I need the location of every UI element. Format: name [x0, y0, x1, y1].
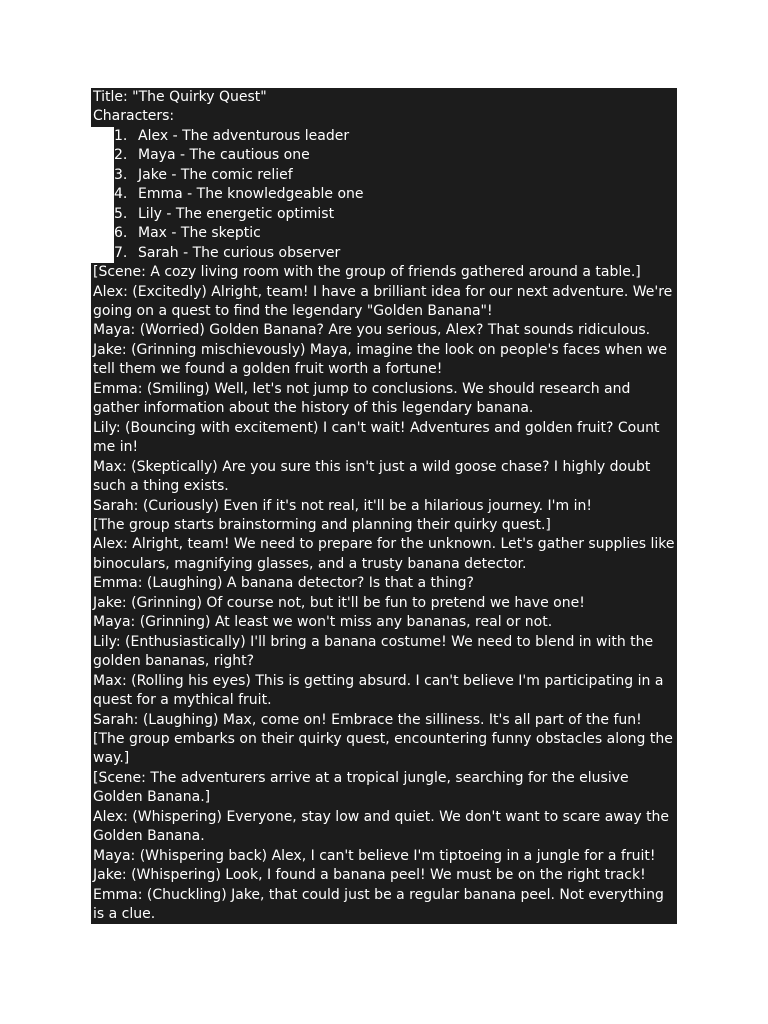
script-paragraph: Lily: (Enthusiastically) I'll bring a banana costume! We need to blend in with the golden bananas, right? [91, 633, 677, 672]
script-text-block [91, 88, 677, 924]
list-item [91, 146, 677, 165]
list-item [91, 166, 677, 185]
script-paragraph: Maya: (Grinning) At least we won't miss any bananas, real or not. [91, 613, 677, 632]
list-item-number: 3. [114, 166, 128, 183]
list-item-number: 6. [114, 225, 128, 242]
script-paragraph: Lily: (Bouncing with excitement) I can't wait! Adventures and golden fruit? Count me in! [91, 419, 677, 458]
script-paragraph: Sarah: (Curiously) Even if it's not real, it'll be a hilarious journey. I'm in! [91, 497, 677, 516]
script-paragraph: Max: (Rolling his eyes) This is getting absurd. I can't believe I'm participating in a quest for a mythical fruit. [91, 672, 677, 711]
list-item [91, 205, 677, 224]
script-paragraph: Alex: (Whispering) Everyone, stay low and quiet. We don't want to scare away the Golden Banana. [91, 808, 677, 847]
list-item-text: Emma - The knowledgeable one [138, 186, 364, 203]
characters-heading: Characters: [91, 107, 677, 126]
script-paragraph: Sarah: (Laughing) Max, come on! Embrace the silliness. It's all part of the fun! [91, 711, 677, 730]
script-paragraph: Jake: (Grinning mischievously) Maya, imagine the look on people's faces when we tell them we found a golden fruit worth a fortune! [91, 341, 677, 380]
script-paragraph: [The group starts brainstorming and planning their quirky quest.] [91, 516, 677, 535]
list-item-number: 4. [114, 186, 128, 203]
list-item-text: Sarah - The curious observer [138, 244, 341, 261]
list-item [91, 224, 677, 243]
list-item-number: 1. [114, 127, 128, 144]
script-paragraph: Alex: Alright, team! We need to prepare for the unknown. Let's gather supplies like binoculars, magnifying glasses, and a trusty banana detector. [91, 535, 677, 574]
list-item-text: Jake - The comic relief [138, 166, 293, 183]
characters-list [91, 127, 677, 263]
script-paragraph: Emma: (Chuckling) Jake, that could just be a regular banana peel. Not everything is a clue. [91, 886, 677, 925]
list-item-number: 2. [114, 147, 128, 164]
list-item [91, 244, 677, 263]
script-paragraph: Maya: (Worried) Golden Banana? Are you serious, Alex? That sounds ridiculous. [91, 321, 677, 340]
list-item [91, 185, 677, 204]
list-item-text: Max - The skeptic [138, 225, 261, 242]
script-paragraph: Emma: (Smiling) Well, let's not jump to conclusions. We should research and gather information about the history of this legendary banana. [91, 380, 677, 419]
script-paragraph: Maya: (Whispering back) Alex, I can't believe I'm tiptoeing in a jungle for a fruit! [91, 847, 677, 866]
script-paragraph: [Scene: The adventurers arrive at a tropical jungle, searching for the elusive Golden Banana.] [91, 769, 677, 808]
list-item-text: Alex - The adventurous leader [138, 127, 350, 144]
script-paragraph: Jake: (Grinning) Of course not, but it'll be fun to pretend we have one! [91, 594, 677, 613]
script-paragraph: Emma: (Laughing) A banana detector? Is that a thing? [91, 574, 677, 593]
list-item-number: 7. [114, 244, 128, 261]
title-line: Title: "The Quirky Quest" [91, 88, 677, 107]
list-item [91, 127, 677, 146]
list-item-number: 5. [114, 205, 128, 222]
script-paragraph: Jake: (Whispering) Look, I found a banana peel! We must be on the right track! [91, 866, 677, 885]
list-item-text: Lily - The energetic optimist [138, 205, 335, 222]
script-paragraph: Max: (Skeptically) Are you sure this isn't just a wild goose chase? I highly doubt such a thing exists. [91, 458, 677, 497]
script-paragraph: Alex: (Excitedly) Alright, team! I have a brilliant idea for our next adventure. We're going on a quest to find the legendary "Golden Banana"! [91, 283, 677, 322]
script-paragraph: [Scene: A cozy living room with the group of friends gathered around a table.] [91, 263, 677, 282]
script-paragraph: [The group embarks on their quirky quest, encountering funny obstacles along the way.] [91, 730, 677, 769]
list-item-text: Maya - The cautious one [138, 147, 310, 164]
